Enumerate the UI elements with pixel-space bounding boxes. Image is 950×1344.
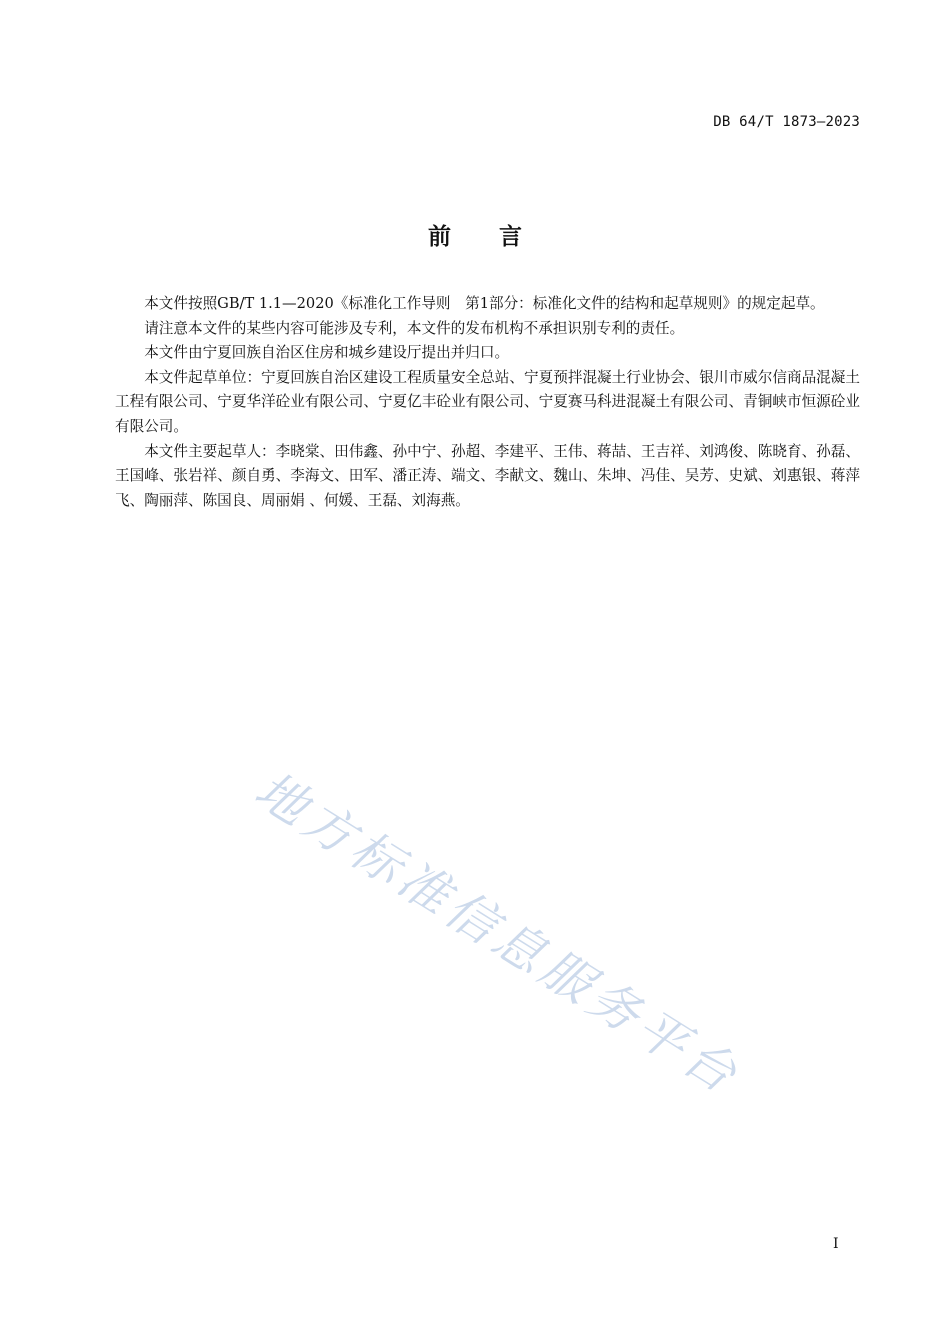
watermark: 地方标准信息服务平台 — [245, 760, 751, 1107]
document-code: DB 64/T 1873—2023 — [713, 114, 860, 130]
paragraph-proposer: 本文件由宁夏回族自治区住房和城乡建设厅提出并归口。 — [144, 344, 510, 362]
preface-body — [115, 292, 860, 513]
page-title — [0, 218, 950, 251]
page-number: I — [833, 1236, 839, 1252]
paragraph-standard-basis: 本文件按照GB/T 1.1—2020《标准化工作导则 第1部分：标准化文件的结构和起草规则》的规定起草。 — [144, 295, 825, 312]
paragraph-drafting-units: 本文件起草单位：宁夏回族自治区建设工程质量安全总站、宁夏预拌混凝土行业协会、银川市威尔信商品混凝土工程有限公司、宁夏华洋砼业有限公司、宁夏亿丰砼业有限公司、宁夏赛马科进混凝土有限公司、青铜峡市恒源砼业有限公司。 — [115, 368, 860, 435]
title-char-2: 言 — [499, 224, 522, 250]
paragraph-drafters: 本文件主要起草人：李晓棠、田伟鑫、孙中宁、孙超、李建平、王伟、蒋喆、王吉祥、刘鸿俊、陈晓育、孙磊、王国峰、张岩祥、颜自勇、李海文、田军、潘正涛、端文、李献文、魏山、朱坤、冯佳、吴芳、史斌、刘惠银、蒋萍飞、陶丽萍、陈国良、周丽娟 、何媛、王磊、刘海燕。 — [115, 442, 860, 509]
paragraph-patent-notice: 请注意本文件的某些内容可能涉及专利，本文件的发布机构不承担识别专利的责任。 — [144, 319, 685, 337]
title-char-1: 前 — [428, 224, 451, 250]
